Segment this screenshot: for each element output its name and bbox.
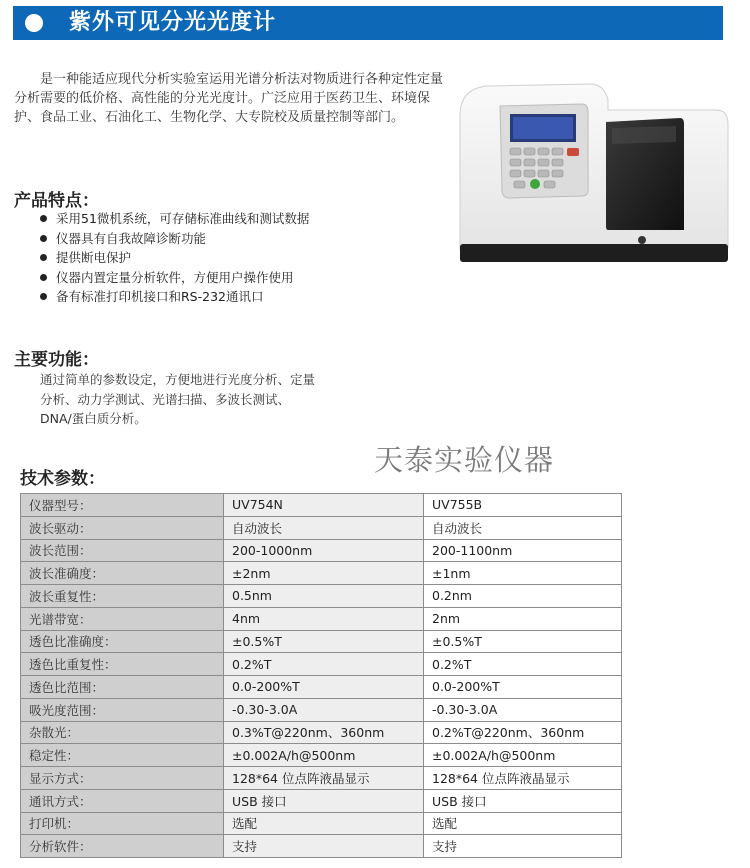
spec-value-uv755b: ±1nm [424, 562, 622, 585]
list-item [36, 229, 309, 249]
spec-label: 波长范围： [21, 539, 224, 562]
bullet-dot-icon [40, 215, 47, 222]
bullet-dot-icon [40, 274, 47, 281]
features-heading: 产品特点： [14, 191, 99, 211]
spec-value-uv755b: 2nm [424, 607, 622, 630]
functions-text: 通过简单的参数设定，方便地进行光度分析、定量分析、动力学测试、光谱扫描、多波长测试、DNA/蛋白质分析。 [40, 372, 316, 426]
spec-value-uv754n: 0.3%T@220nm、360nm [224, 721, 424, 744]
spec-value-uv755b: USB 接口 [424, 789, 622, 812]
table-row [21, 744, 622, 767]
bullet-dot-icon [40, 235, 47, 242]
spec-label: 透色比准确度： [21, 630, 224, 653]
spec-value-uv754n: ±0.002A/h@500nm [224, 744, 424, 767]
spec-label: 仪器型号： [21, 494, 224, 517]
spec-value-uv754n: 0.0-200%T [224, 676, 424, 699]
bullet-dot-icon [40, 254, 47, 261]
feature-text: 仪器具有自我故障诊断功能 [56, 230, 207, 246]
spec-table [20, 493, 622, 858]
spec-value-uv755b: 0.2%T [424, 653, 622, 676]
spec-value-uv755b: -0.30-3.0A [424, 698, 622, 721]
spec-value-uv755b: ±0.5%T [424, 630, 622, 653]
spec-label: 透色比范围： [21, 676, 224, 699]
spec-value-uv755b: 选配 [424, 812, 622, 835]
spec-value-uv754n: 自动波长 [224, 516, 424, 539]
table-row [21, 721, 622, 744]
spec-value-uv754n: -0.30-3.0A [224, 698, 424, 721]
table-row [21, 835, 622, 858]
spec-value-uv754n: 0.5nm [224, 585, 424, 608]
spec-label: 显示方式： [21, 767, 224, 790]
spec-value-uv755b: 0.2nm [424, 585, 622, 608]
spec-label: 透色比重复性： [21, 653, 224, 676]
list-item [36, 209, 309, 229]
spec-label: 波长准确度： [21, 562, 224, 585]
table-row [21, 494, 622, 517]
table-row [21, 562, 622, 585]
spec-label: 稳定性： [21, 744, 224, 767]
spec-value-uv755b: UV755B [424, 494, 622, 517]
feature-text: 采用51微机系统，可存储标准曲线和测试数据 [56, 211, 310, 226]
spec-value-uv754n: ±0.5%T [224, 630, 424, 653]
spec-value-uv754n: USB 接口 [224, 789, 424, 812]
spec-value-uv754n: 200-1000nm [224, 539, 424, 562]
spec-value-uv754n: 选配 [224, 812, 424, 835]
table-row [21, 516, 622, 539]
functions-heading: 主要功能： [14, 350, 99, 370]
spec-label: 通讯方式： [21, 789, 224, 812]
spec-label: 杂散光： [21, 721, 224, 744]
table-row [21, 789, 622, 812]
feature-text: 提供断电保护 [56, 250, 132, 266]
bullet-circle-icon [25, 14, 43, 32]
feature-text: 仪器内置定量分析软件，方便用户操作使用 [56, 269, 294, 285]
specs-heading: 技术参数： [20, 469, 105, 489]
spec-value-uv754n: 4nm [224, 607, 424, 630]
spec-label: 吸光度范围： [21, 698, 224, 721]
list-item [36, 268, 309, 288]
spec-label: 波长驱动： [21, 516, 224, 539]
spec-value-uv755b: 0.0-200%T [424, 676, 622, 699]
table-row [21, 630, 622, 653]
feature-text: 备有标准打印机接口和RS-232通讯口 [56, 289, 264, 305]
spec-value-uv755b: 自动波长 [424, 516, 622, 539]
spec-value-uv755b: 支持 [424, 835, 622, 858]
spec-value-uv755b: 200-1100nm [424, 539, 622, 562]
table-row [21, 539, 622, 562]
spec-value-uv754n: UV754N [224, 494, 424, 517]
spec-value-uv754n: 128*64 位点阵液晶显示 [224, 767, 424, 790]
spec-value-uv755b: 128*64 位点阵液晶显示 [424, 767, 622, 790]
page-title: 紫外可见分光光度计 [69, 10, 277, 35]
table-row [21, 698, 622, 721]
title-banner [13, 6, 723, 40]
bullet-dot-icon [40, 293, 47, 300]
features-list [36, 209, 309, 307]
spec-value-uv754n: 支持 [224, 835, 424, 858]
list-item [36, 248, 309, 268]
table-row [21, 812, 622, 835]
intro-paragraph: 是一种能适应现代分析实验室运用光谱分析法对物质进行各种定性定量分析需要的低价格、高性能的分光光度计。广泛应用于医药卫生、环境保护、食品工业、石油化工、生物化学、大专院校及质量控制等部门。 [14, 72, 444, 125]
watermark-text: 天泰实验仪器 [374, 443, 555, 477]
table-row [21, 607, 622, 630]
spec-label: 打印机： [21, 812, 224, 835]
table-row [21, 767, 622, 790]
list-item [36, 287, 309, 307]
spec-value-uv755b: ±0.002A/h@500nm [424, 744, 622, 767]
table-row [21, 676, 622, 699]
table-row [21, 585, 622, 608]
spec-label: 波长重复性： [21, 585, 224, 608]
spec-label: 光谱带宽： [21, 607, 224, 630]
spec-value-uv754n: ±2nm [224, 562, 424, 585]
spec-label: 分析软件： [21, 835, 224, 858]
spec-value-uv754n: 0.2%T [224, 653, 424, 676]
table-row [21, 653, 622, 676]
spec-value-uv755b: 0.2%T@220nm、360nm [424, 721, 622, 744]
spectrophotometer-image [458, 80, 732, 264]
